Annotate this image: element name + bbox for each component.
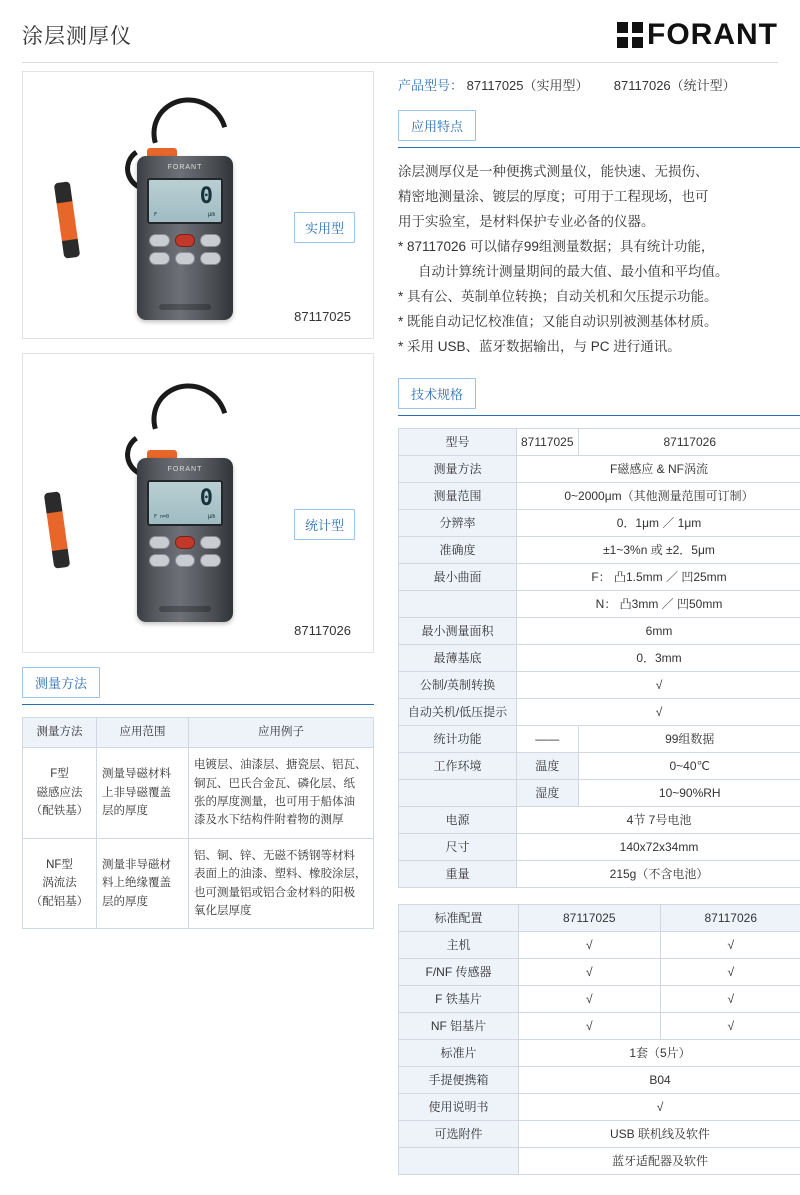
section-label: 测量方法: [22, 667, 100, 698]
device-lcd: [147, 480, 223, 526]
device-lcd: [147, 178, 223, 224]
method-name: F型 磁感应法 （配铁基）: [23, 748, 97, 839]
table-row: [399, 1039, 800, 1066]
config-value-87117025: √: [519, 958, 661, 985]
key: [200, 554, 221, 567]
key-power: [175, 536, 196, 549]
spec-value: N： 凸3mm ／ 凹50mm: [517, 590, 800, 617]
brand-name: FORANT: [647, 18, 778, 52]
features-text: [398, 160, 800, 360]
spec-sublabel: 湿度: [517, 779, 579, 806]
spec-label: 测量方法: [399, 455, 517, 482]
config-label: [399, 1147, 519, 1174]
spec-label: 电源: [399, 806, 517, 833]
table-row: [399, 644, 800, 671]
config-value-87117025: √: [519, 931, 661, 958]
config-value: USB 联机线及软件: [519, 1120, 800, 1147]
device-logo: FORANT: [149, 466, 221, 475]
device-logo: FORANT: [149, 164, 221, 173]
config-value-87117026: √: [660, 1012, 800, 1039]
spec-value: 4节 7号电池: [517, 806, 800, 833]
feature-line: * 具有公、英制单位转换；自动关机和欠压提示功能。: [398, 285, 800, 310]
spec-label: 尺寸: [399, 833, 517, 860]
spec-value-87117025: 87117025: [517, 428, 579, 455]
lcd-mode: F: [154, 212, 157, 218]
config-label: 可选附件: [399, 1120, 519, 1147]
spec-value-87117025: ——: [517, 725, 579, 752]
table-row: [399, 860, 800, 887]
key: [200, 234, 221, 247]
spec-value: 6mm: [517, 617, 800, 644]
table-row: [399, 806, 800, 833]
key: [175, 554, 196, 567]
col-model-87117026: 87117026: [660, 904, 800, 931]
measurement-method-table: [22, 717, 374, 929]
spec-label: 最小曲面: [399, 563, 517, 590]
spec-value: 10~90%RH: [578, 779, 800, 806]
config-value: 蓝牙适配器及软件: [519, 1147, 800, 1174]
table-row: [23, 748, 374, 839]
table-row: [399, 985, 800, 1012]
spec-label: 型号: [399, 428, 517, 455]
table-row: [399, 1093, 800, 1120]
spec-value: √: [517, 671, 800, 698]
key: [200, 536, 221, 549]
spec-value: 0．3mm: [517, 644, 800, 671]
spec-label: 分辨率: [399, 509, 517, 536]
model-number-value-2: 87117026（统计型）: [614, 78, 736, 93]
lcd-mode: F n=0: [154, 514, 169, 520]
spec-value-87117026: 99组数据: [578, 725, 800, 752]
page-header: [0, 0, 800, 62]
spec-value: √: [517, 698, 800, 725]
table-row: [399, 536, 800, 563]
config-value-87117025: √: [519, 985, 661, 1012]
table-row: [399, 752, 800, 779]
product-photo-statistical: [22, 353, 374, 653]
config-label: F/NF 传感器: [399, 958, 519, 985]
table-row: [399, 428, 800, 455]
spec-value: F： 凸1.5mm ／ 凹25mm: [517, 563, 800, 590]
table-row: [399, 833, 800, 860]
feature-line: 自动计算统计测量期间的最大值、最小值和平均值。: [398, 260, 800, 285]
lcd-unit: μm: [208, 211, 215, 218]
table-row: [399, 1066, 800, 1093]
config-label: F 铁基片: [399, 985, 519, 1012]
table-row: [399, 563, 800, 590]
lcd-value: 0: [200, 186, 213, 208]
table-row: [399, 590, 800, 617]
spec-label: 测量范围: [399, 482, 517, 509]
table-row: [399, 958, 800, 985]
spec-label: 最薄基底: [399, 644, 517, 671]
key: [149, 536, 170, 549]
section-label: 应用特点: [398, 110, 476, 141]
config-value-87117026: √: [660, 958, 800, 985]
probe-icon: [44, 491, 70, 568]
device-foot: [159, 304, 211, 310]
product-photo-practical: [22, 71, 374, 339]
config-label: 标准片: [399, 1039, 519, 1066]
spec-value: 215g（不含电池）: [517, 860, 800, 887]
col-scope: 应用范围: [97, 718, 189, 748]
key: [149, 554, 170, 567]
feature-line: 涂层测厚仪是一种便携式测量仪，能快速、无损伤、: [398, 160, 800, 185]
spec-value: ±1~3%n 或 ±2．5μm: [517, 536, 800, 563]
brand-logo: [617, 18, 778, 52]
spec-label: 重量: [399, 860, 517, 887]
spec-label: 最小测量面积: [399, 617, 517, 644]
method-examples: 电镀层、油漆层、搪瓷层、铝瓦、 铜瓦、巴氏合金瓦、磷化层、纸 张的厚度测量，也可用于船体油 漆及水下结构件附着物的测厚: [189, 748, 374, 839]
config-value: √: [519, 1093, 800, 1120]
config-value-87117026: √: [660, 931, 800, 958]
key: [175, 252, 196, 265]
table-row: [399, 455, 800, 482]
config-label: 主机: [399, 931, 519, 958]
table-row: [399, 1147, 800, 1174]
device-keypad: [149, 536, 221, 567]
table-row: [23, 838, 374, 929]
config-value: 1套（5片）: [519, 1039, 800, 1066]
key: [200, 252, 221, 265]
device-illustration: [111, 94, 271, 324]
section-heading-measurement-method: [22, 667, 374, 705]
feature-line: * 采用 USB、蓝牙数据输出，与 PC 进行通讯。: [398, 335, 800, 360]
col-method: 测量方法: [23, 718, 97, 748]
left-column: [22, 71, 374, 1175]
right-column: [398, 71, 800, 1175]
device-foot: [159, 606, 211, 612]
table-row: [399, 698, 800, 725]
method-scope: 测量导磁材料 上非导磁覆盖 层的厚度: [97, 748, 189, 839]
key-power: [175, 234, 196, 247]
feature-line: * 既能自动记忆校准值；又能自动识别被测基体材质。: [398, 310, 800, 335]
method-examples: 铝、铜、锌、无磁不锈钢等材料 表面上的油漆、塑料、橡胶涂层， 也可测量铝或铝合金材料的阳极 氧化层厚度: [189, 838, 374, 929]
page-title: 涂层测厚仪: [22, 20, 132, 50]
config-value-87117026: √: [660, 985, 800, 1012]
col-model-87117025: 87117025: [519, 904, 661, 931]
spec-value: 0．1μm ／ 1μm: [517, 509, 800, 536]
table-header-row: [23, 718, 374, 748]
section-heading-features: [398, 110, 800, 148]
table-row: [399, 725, 800, 752]
standard-configuration-table: [398, 904, 800, 1175]
spec-value: 0~2000μm（其他测量范围可订制）: [517, 482, 800, 509]
specifications-table: [398, 428, 800, 888]
content-wrapper: [0, 63, 800, 1195]
section-label: 技术规格: [398, 378, 476, 409]
device-keypad: [149, 234, 221, 265]
model-number-key: 产品型号：: [398, 78, 463, 93]
config-label: 使用说明书: [399, 1093, 519, 1120]
table-row: [399, 617, 800, 644]
spec-label: [399, 590, 517, 617]
config-value: B04: [519, 1066, 800, 1093]
feature-line: * 87117026 可以储存99组测量数据；具有统计功能，: [398, 235, 800, 260]
config-label: NF 铝基片: [399, 1012, 519, 1039]
spec-label: 自动关机/低压提示: [399, 698, 517, 725]
table-row: [399, 509, 800, 536]
spec-label: 公制/英制转换: [399, 671, 517, 698]
config-value-87117025: √: [519, 1012, 661, 1039]
photo-caption-87117026: 87117026: [294, 623, 351, 638]
badge-statistical: 统计型: [294, 509, 355, 540]
device-body: [137, 156, 233, 320]
photo-caption-87117025: 87117025: [294, 309, 351, 324]
section-heading-specifications: [398, 378, 800, 416]
table-row: [399, 1120, 800, 1147]
badge-practical: 实用型: [294, 212, 355, 243]
spec-sublabel: 温度: [517, 752, 579, 779]
spec-label: 统计功能: [399, 725, 517, 752]
device-illustration: [111, 380, 271, 630]
col-examples: 应用例子: [189, 718, 374, 748]
probe-icon: [54, 181, 80, 258]
table-row: [399, 779, 800, 806]
spec-label: 工作环境: [399, 752, 517, 779]
spec-value: 0~40℃: [578, 752, 800, 779]
table-header-row: [399, 904, 800, 931]
spec-value: F磁感应 & NF涡流: [517, 455, 800, 482]
table-row: [399, 1012, 800, 1039]
spec-label: 准确度: [399, 536, 517, 563]
feature-line: 精密地测量涂、镀层的厚度；可用于工程现场，也可: [398, 185, 800, 210]
method-name: NF型 涡流法 （配铝基）: [23, 838, 97, 929]
spec-label: [399, 779, 517, 806]
table-row: [399, 671, 800, 698]
key: [149, 252, 170, 265]
model-number-line: [398, 75, 800, 94]
table-row: [399, 931, 800, 958]
spec-value-87117026: 87117026: [578, 428, 800, 455]
device-body: [137, 458, 233, 622]
table-row: [399, 482, 800, 509]
col-config: 标准配置: [399, 904, 519, 931]
config-label: 手提便携箱: [399, 1066, 519, 1093]
spec-value: 140x72x34mm: [517, 833, 800, 860]
key: [149, 234, 170, 247]
four-squares-icon: [617, 22, 643, 48]
lcd-unit: μm: [208, 513, 215, 520]
lcd-value: 0: [200, 488, 213, 510]
method-scope: 测量非导磁材 料上绝缘覆盖 层的厚度: [97, 838, 189, 929]
model-number-value-1: 87117025（实用型）: [467, 78, 589, 93]
feature-line: 用于实验室，是材料保护专业必备的仪器。: [398, 210, 800, 235]
